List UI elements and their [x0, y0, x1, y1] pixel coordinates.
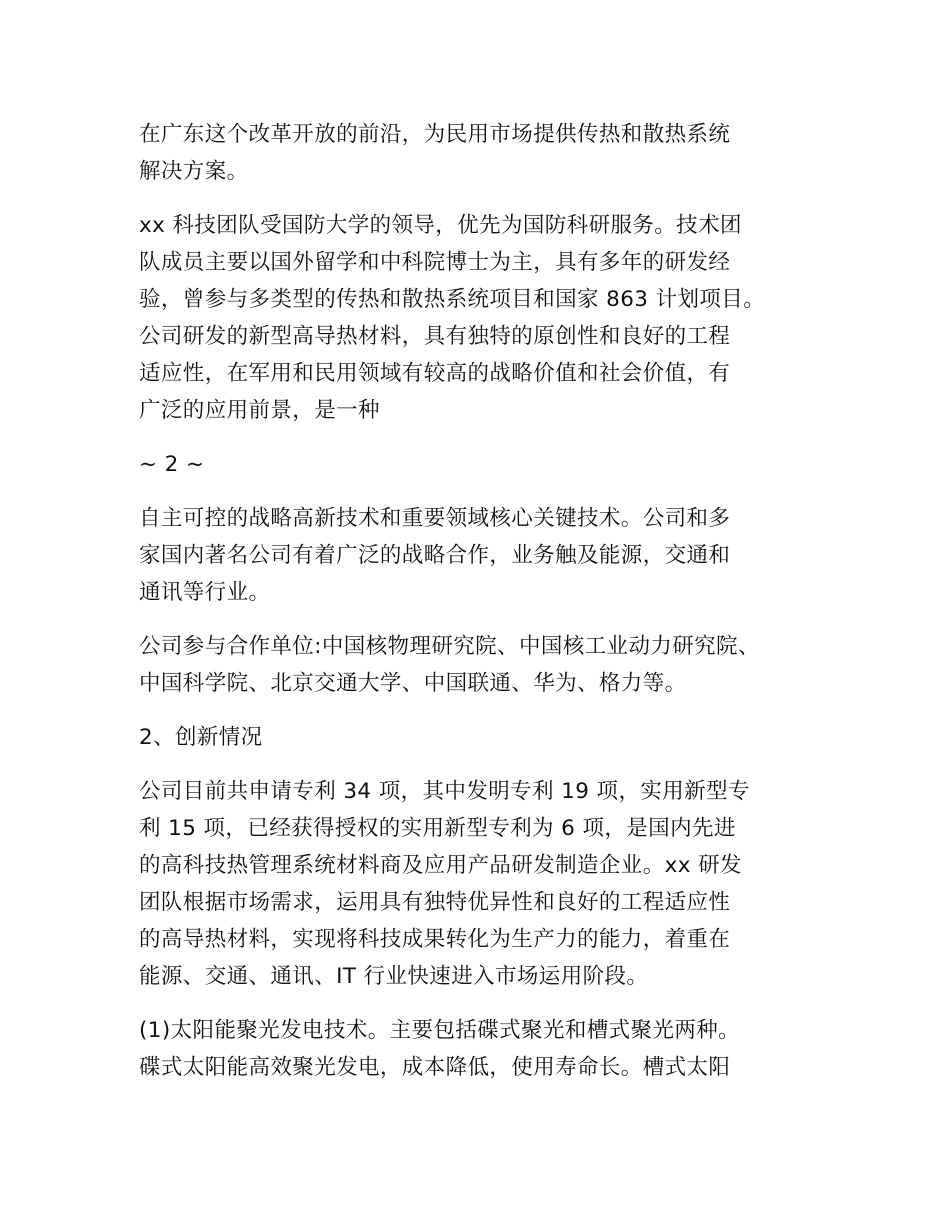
- text-line: 适应性，在军用和民用领域有较高的战略价值和社会价值，有: [139, 361, 731, 386]
- text-line: 在广东这个改革开放的前沿，为民用市场提供传热和散热系统: [139, 122, 731, 147]
- text-line: 团队根据市场需求，运用具有独特优异性和良好的工程适应性: [139, 890, 731, 915]
- text-line: 通讯等行业。: [139, 580, 271, 605]
- paragraph: [139, 116, 811, 190]
- text-line: 队成员主要以国外留学和中科院博士为主，具有多年的研发经: [139, 250, 731, 275]
- paragraph: [139, 1012, 811, 1086]
- text-line: xx 科技团队受国防大学的领导，优先为国防科研服务。技术团: [139, 213, 742, 238]
- text-line: 验，曾参与多类型的传热和散热系统项目和国家 863 计划项目。: [139, 287, 766, 312]
- text-line: 利 15 项，已经获得授权的实用新型专利为 6 项，是国内先进: [139, 816, 736, 841]
- paragraph: [139, 207, 811, 429]
- text-line: 的高导热材料，实现将科技成果转化为生产力的能力，着重在: [139, 927, 731, 952]
- text-line: 能源、交通、通讯、IT 行业快速进入市场运用阶段。: [139, 964, 649, 989]
- text-line: 碟式太阳能高效聚光发电，成本降低，使用寿命长。槽式太阳: [139, 1055, 731, 1080]
- text-line: 家国内著名公司有着广泛的战略合作，业务触及能源，交通和: [139, 543, 731, 568]
- text-line: 公司目前共申请专利 34 项，其中发明专利 19 项，实用新型专: [139, 779, 750, 804]
- document-body: [139, 116, 811, 1086]
- text-line: 公司研发的新型高导热材料，具有独特的原创性和良好的工程: [139, 324, 731, 349]
- text-line: 中国科学院、北京交通大学、中国联通、华为、格力等。: [139, 671, 687, 696]
- text-line: (1)太阳能聚光发电技术。主要包括碟式聚光和槽式聚光两种。: [139, 1018, 741, 1043]
- paragraph: [139, 500, 811, 611]
- text-line: 自主可控的战略高新技术和重要领域核心关键技术。公司和多: [139, 506, 731, 531]
- section-heading: 2、创新情况: [139, 725, 263, 750]
- text-line: 公司参与合作单位:中国核物理研究院、中国核工业动力研究院、: [139, 634, 760, 659]
- text-line: 广泛的应用前景，是一种: [139, 398, 380, 423]
- paragraph: [139, 773, 811, 995]
- paragraph: [139, 628, 811, 702]
- text-line: 解决方案。: [139, 159, 249, 184]
- page-number: ~ 2 ~: [139, 452, 205, 477]
- text-line: 的高科技热管理系统材料商及应用产品研发制造企业。xx 研发: [139, 853, 742, 878]
